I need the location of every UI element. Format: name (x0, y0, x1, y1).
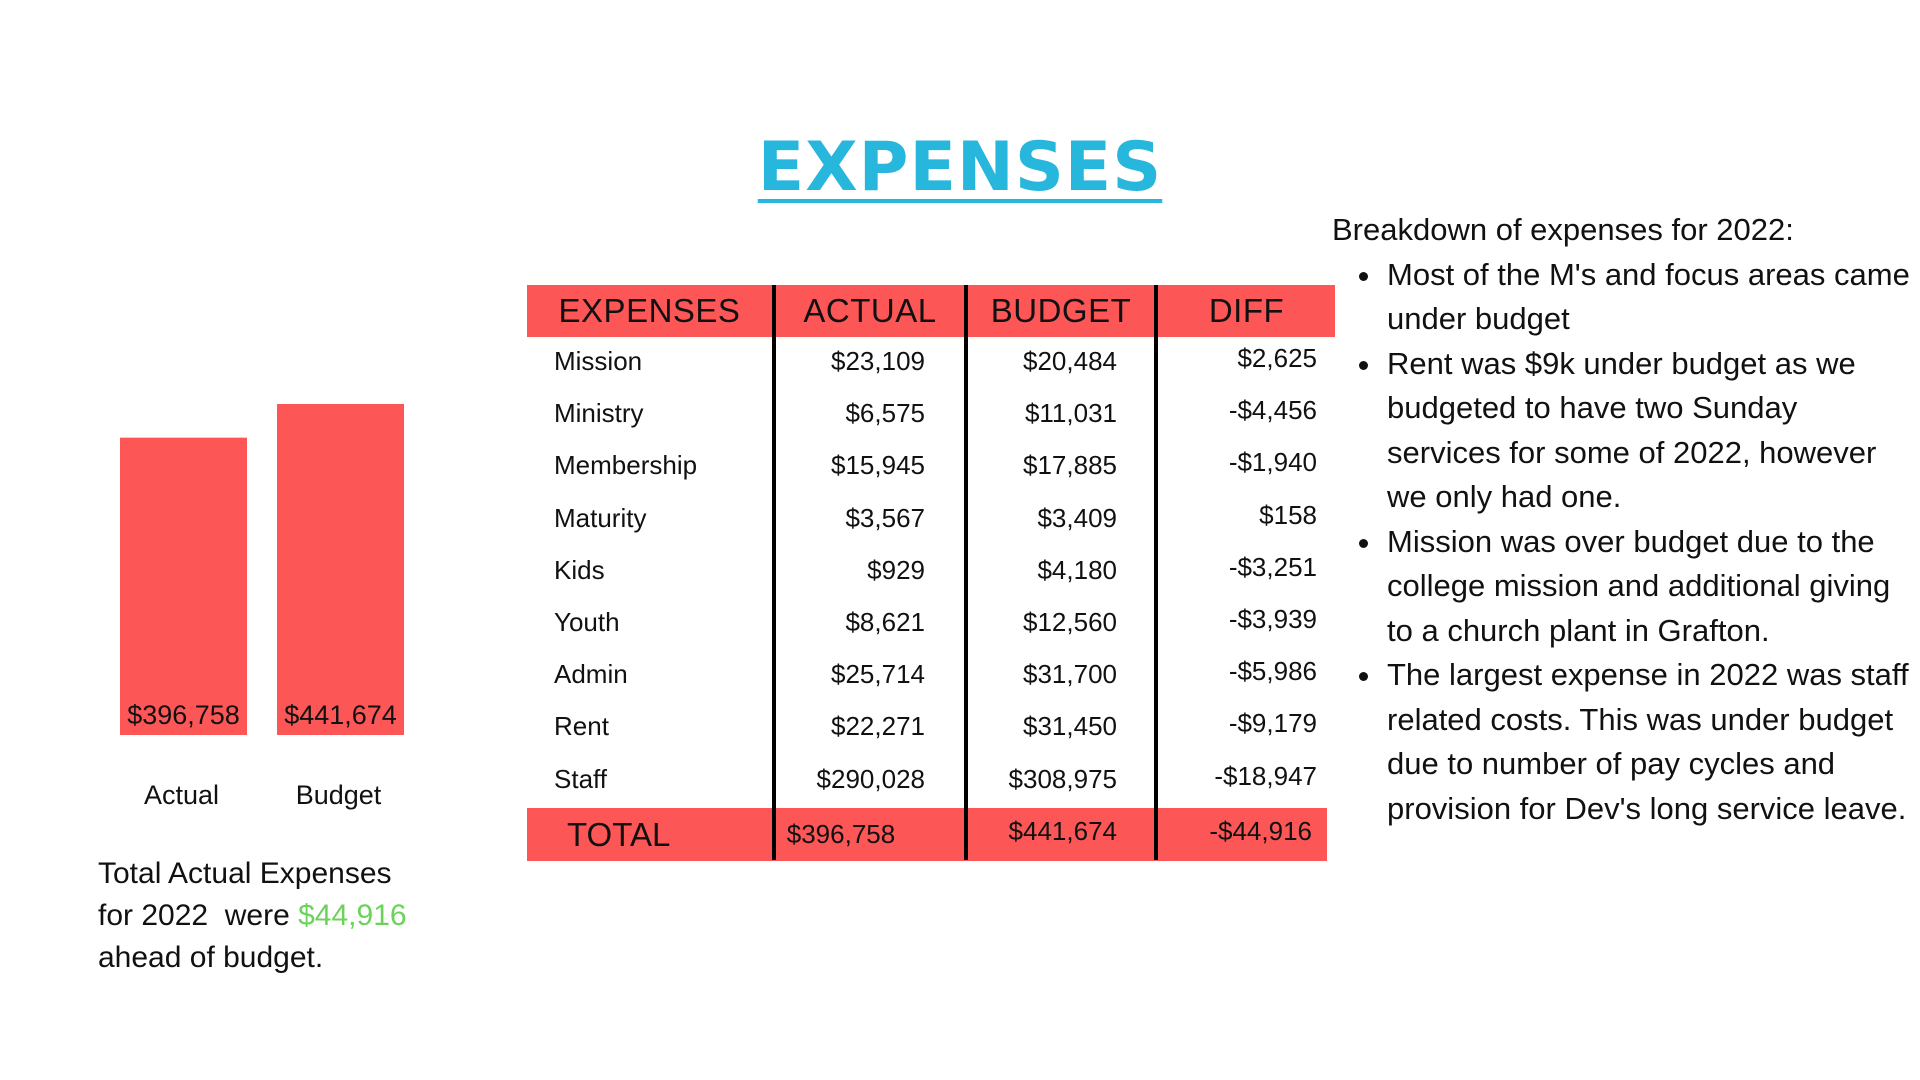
row-budget: $11,031 (1024, 398, 1117, 429)
table-row (527, 759, 1335, 799)
table-row (527, 498, 1335, 538)
bar-category-label: Budget (295, 780, 382, 810)
summary-line-2-text: for 2022 were (98, 899, 299, 932)
table-row (527, 393, 1335, 433)
summary-text (98, 853, 518, 979)
row-diff: -$9,179 (1228, 708, 1317, 739)
summary-line-3: ahead of budget. (98, 941, 324, 974)
table-row (527, 706, 1335, 746)
row-label: Kids (554, 554, 605, 585)
column-divider (964, 285, 968, 860)
bar-category-label: Actual (143, 780, 220, 810)
header-actual: ACTUAL (803, 292, 937, 329)
column-divider (1154, 285, 1158, 860)
total-label: TOTAL (567, 816, 671, 853)
breakdown-notes (1332, 208, 1912, 831)
column-divider (772, 285, 776, 860)
breakdown-title: Breakdown of expenses for 2022: (1332, 212, 1794, 247)
total-diff: -$44,916 (1209, 816, 1312, 846)
table-row (527, 654, 1335, 694)
row-diff: -$4,456 (1228, 395, 1317, 426)
total-actual: $396,758 (786, 819, 896, 849)
expense-bar-chart (90, 190, 430, 830)
row-diff: -$1,940 (1228, 447, 1317, 478)
row-actual: $6,575 (845, 398, 925, 429)
row-diff: -$18,947 (1214, 760, 1317, 791)
row-label: Rent (554, 711, 609, 742)
row-actual: $3,567 (845, 502, 925, 533)
row-budget: $17,885 (1023, 450, 1117, 481)
row-budget: $4,180 (1037, 554, 1117, 585)
row-actual: $22,271 (831, 711, 925, 742)
bar-value-label: $396,758 (127, 700, 240, 730)
row-diff: $158 (1259, 499, 1317, 530)
summary-amount: $44,916 (298, 899, 407, 932)
row-label: Staff (554, 763, 608, 794)
bar-value-label: $441,674 (284, 700, 397, 730)
row-budget: $12,560 (1023, 607, 1117, 637)
bar-budget (277, 404, 404, 735)
bar-actual (120, 438, 247, 735)
header-diff: DIFF (1208, 292, 1285, 329)
breakdown-list (1332, 253, 1912, 832)
table-header-row (527, 285, 1335, 337)
total-budget: $441,674 (1008, 816, 1117, 846)
row-label: Membership (554, 450, 698, 481)
row-label: Ministry (554, 398, 644, 429)
table-row (527, 445, 1335, 485)
breakdown-item: Rent was $9k under budget as we budgeted to have two Sunday services for some of 2022, however we only had one. (1387, 342, 1912, 520)
row-actual: $23,109 (831, 346, 925, 376)
header-expenses: EXPENSES (558, 292, 741, 329)
table-row (527, 550, 1335, 590)
row-label: Admin (554, 659, 628, 690)
row-budget: $31,700 (1023, 659, 1117, 690)
row-diff: -$3,251 (1228, 551, 1317, 582)
row-actual: $8,621 (845, 607, 925, 637)
page-title: EXPENSES (757, 128, 1163, 207)
breakdown-item: Most of the M's and focus areas came under budget (1387, 253, 1912, 342)
header-budget: BUDGET (990, 292, 1132, 329)
breakdown-item: The largest expense in 2022 was staff related costs. This was under budget due to number of pay cycles and provision for Dev's long service leave. (1387, 653, 1912, 831)
row-budget: $3,409 (1037, 502, 1117, 533)
row-diff: -$3,939 (1228, 604, 1317, 634)
breakdown-item: Mission was over budget due to the college mission and additional giving to a church plant in Grafton. (1387, 520, 1912, 654)
row-diff: $2,625 (1237, 343, 1317, 373)
row-budget: $308,975 (1008, 763, 1117, 794)
row-actual: $290,028 (816, 763, 925, 794)
table-row (527, 602, 1335, 642)
summary-line-1: Total Actual Expenses (98, 857, 392, 890)
row-budget: $31,450 (1023, 711, 1117, 742)
row-actual: $25,714 (831, 659, 925, 690)
summary-line-2 (98, 895, 518, 937)
expense-table (527, 285, 1335, 860)
row-label: Mission (554, 346, 643, 376)
row-diff: -$5,986 (1228, 656, 1317, 687)
row-label: Maturity (554, 502, 647, 533)
row-actual: $15,945 (831, 450, 925, 481)
row-budget: $20,484 (1023, 346, 1117, 376)
table-row (527, 341, 1335, 381)
row-label: Youth (554, 607, 620, 637)
row-actual: $929 (867, 554, 925, 585)
